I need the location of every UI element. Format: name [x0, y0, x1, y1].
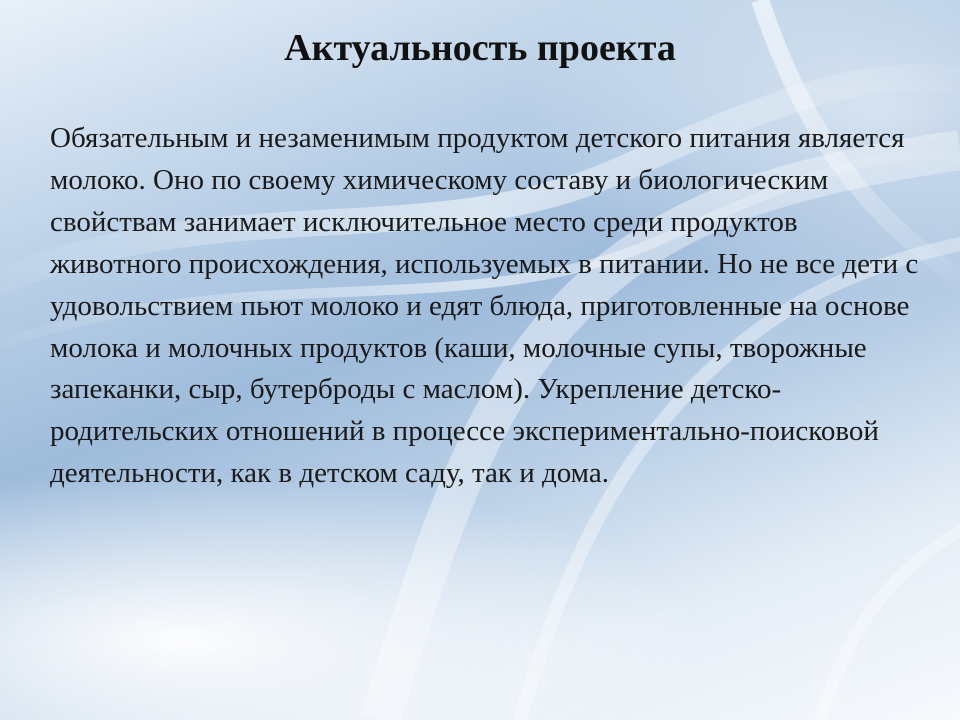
slide-body-text: Обязательным и незаменимым продуктом детского питания является молоко. Оно по своему химическому составу и биологическим свойствам занимает исключительное место среди продуктов животного происхождения, используемых в питании. Но не все дети с удовольствием пьют молоко и едят блюда, приготовленные на основе молока и молочных продуктов (каши, молочные супы, творожные запеканки, сыр, бутерброды с маслом). Укрепление детско-родительских отношений в процессе экспериментально-поисковой деятельности, как в детском саду, так и дома.	[50, 122, 919, 490]
slide-title: Актуальность проекта	[284, 27, 676, 69]
